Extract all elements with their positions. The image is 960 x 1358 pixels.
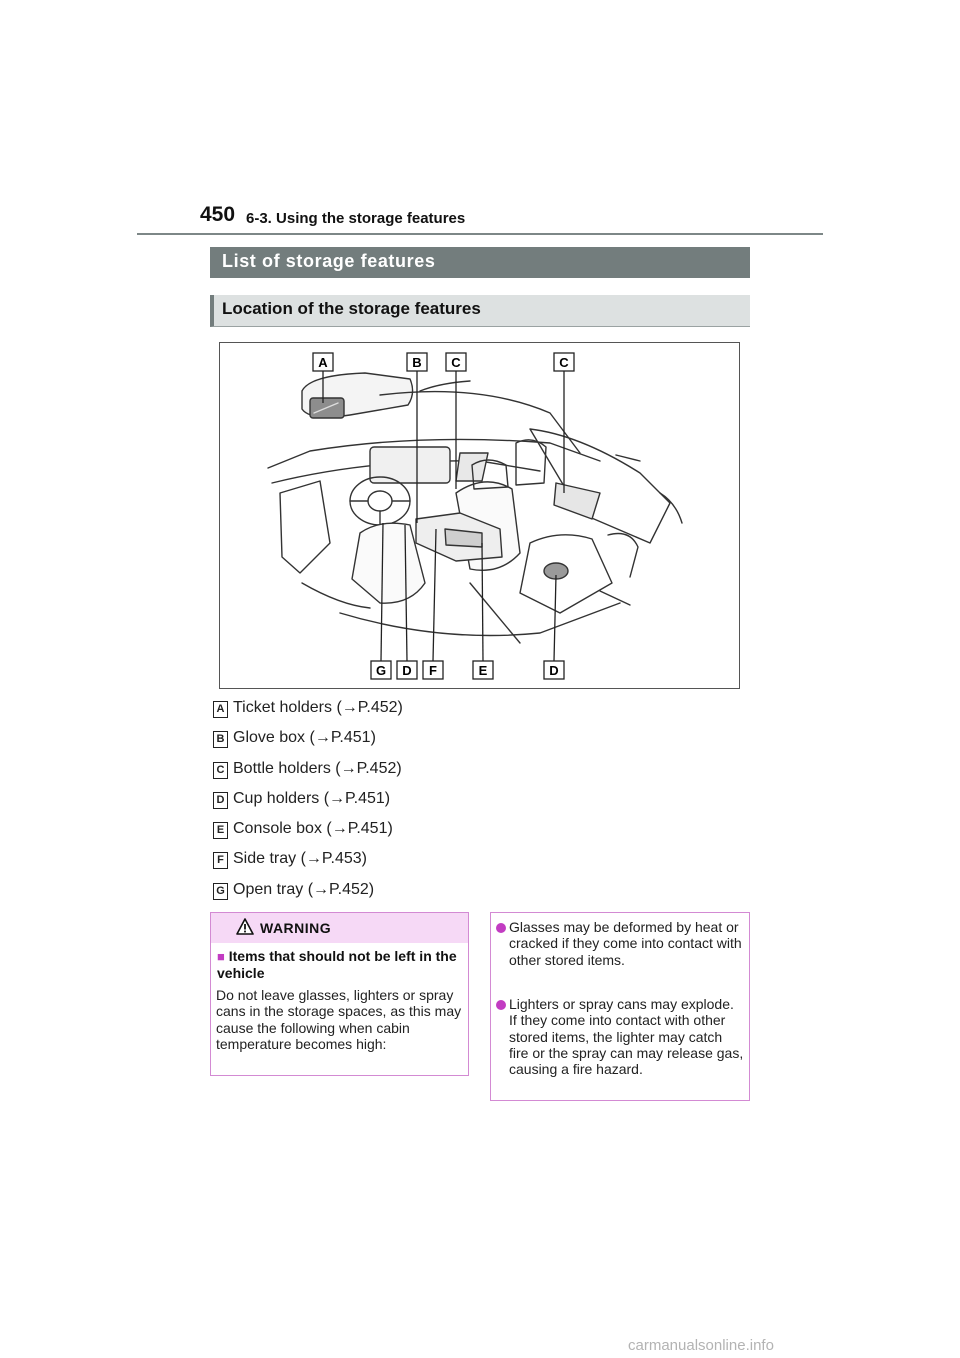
warning-bullet [496, 996, 744, 1077]
warning-body: Do not leave glasses, lighters or spray cans in the storage spaces, as this may cause the following when cabin temperature becomes high: [216, 987, 462, 1052]
warning-title: WARNING [260, 920, 332, 936]
callout-top-b [407, 353, 427, 371]
callout-bottom-d2 [544, 661, 564, 679]
section-title-band: List of storage features [210, 247, 750, 278]
svg-text:C: C [559, 355, 569, 370]
bullet-dot-icon [496, 923, 506, 933]
legend-key-b: B [213, 731, 228, 748]
warning-bullet-text: Lighters or spray cans may explode. If they come into contact with other stored items, the lighter may catch fire or the spray can may release gas, causing a fire hazard. [509, 996, 744, 1078]
warning-bullet-text: Glasses may be deformed by heat or cracked if they come into contact with other stored items. [509, 919, 742, 968]
legend-text: Console box (→P.451) [233, 820, 393, 838]
legend-text: Bottle holders (→P.452) [233, 759, 402, 777]
warning-header [211, 913, 468, 943]
svg-text:D: D [402, 663, 412, 678]
legend-key-e: E [213, 822, 228, 839]
bullet-dot-icon [496, 1000, 506, 1010]
page-number: 450 [200, 203, 236, 226]
legend-text: Cup holders (→P.451) [233, 789, 391, 807]
callout-top-c2 [554, 353, 574, 371]
svg-text:G: G [375, 663, 387, 678]
car-interior-drawing [220, 343, 739, 688]
legend-text: Ticket holders (→P.452) [233, 699, 403, 716]
legend-text: Open tray (→P.452) [233, 880, 375, 898]
legend-key-d: D [213, 792, 228, 809]
svg-text:F: F [429, 663, 437, 678]
legend-key-c: C [213, 762, 228, 779]
interior-illustration [219, 342, 740, 689]
warning-continuation-box [490, 912, 750, 1101]
section-header: 6-3. Using the storage features [246, 210, 466, 227]
callout-bottom-e [473, 661, 493, 679]
legend-text: Glove box (→P.451) [233, 729, 376, 747]
warning-item-title-text: Items that should not be left in the vehicle [217, 948, 457, 981]
warning-box [210, 912, 469, 1076]
legend-text: Side tray (→P.453) [233, 850, 367, 868]
header-divider [137, 233, 823, 235]
callout-top-c1 [446, 353, 466, 371]
svg-text:D: D [549, 663, 559, 678]
square-bullet-icon: ■ [217, 949, 225, 964]
svg-text:C: C [451, 355, 461, 370]
warning-triangle-icon [236, 918, 254, 935]
warning-item-title [217, 948, 457, 981]
legend-key-f: F [213, 852, 228, 869]
callout-bottom-f [423, 661, 443, 679]
legend-key-a: A [213, 701, 228, 718]
legend-key-g: G [213, 883, 228, 900]
warning-bullet [496, 919, 744, 968]
svg-text:A: A [318, 355, 328, 370]
subsection-title-band: Location of the storage features [210, 295, 750, 327]
svg-text:E: E [478, 663, 488, 678]
callout-bottom-g [371, 661, 391, 679]
watermark: carmanualsonline.info [628, 1337, 774, 1354]
svg-text:B: B [412, 355, 422, 370]
callout-top-a [313, 353, 333, 371]
callout-bottom-d1 [397, 661, 417, 679]
